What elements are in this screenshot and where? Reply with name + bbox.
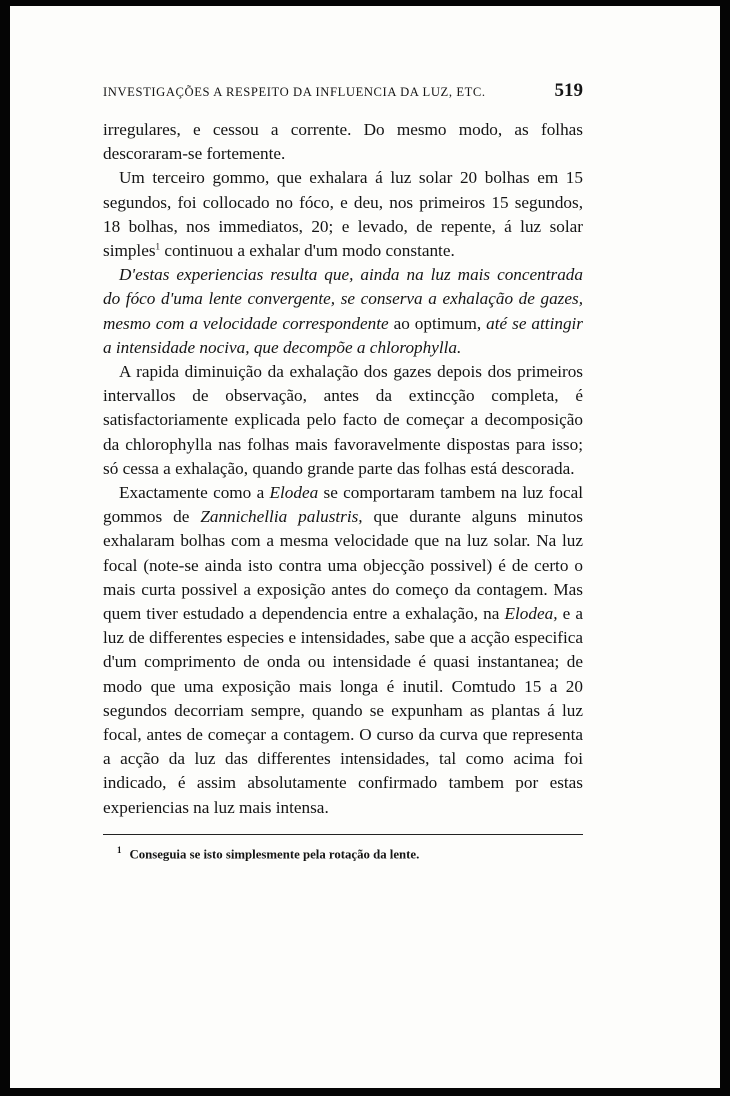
paragraph-2 [103,166,583,263]
paragraph-5-text-a: Exactamente como a [119,483,270,503]
paragraph-5-text-b: se comportaram tambem na luz focal gommos de [103,483,583,527]
paragraph-5-species: Zannichellia palustris, [200,507,363,527]
paragraph-5-elodea: Elodea [269,483,319,503]
paragraph-3-italic-c: até se attingir a intensidade nociva, que decompõe a chlorophylla. [103,313,584,357]
footnote [103,845,583,862]
page-header [103,80,583,102]
paragraph-4 [103,360,583,481]
paragraph-5-text-d: e a luz de differentes especies e intensidades, sabe que a acção especifica d'um comprimento de onda ou intensidade é quasi instantanea; de modo que uma exposição mais longa é inutil. Comtudo 15 a 20 segundos decorriam sempre, quando se expunham as plantas á luz focal, antes de começar a contagem. O curso da curva que representa a acção da luz das differentes intensidades, tal como acima foi indicado, é assim absolutamente confirmado tambem por estas experiencias na luz mais intensa. [103,604,583,817]
paragraph-3-italic-a: D'estas experiencias resulta que, ainda na luz mais concentrada do fóco d'uma lente convergente, se conserva a exhalação de gazes, mesmo com a velocidade correspondente [103,265,583,333]
paragraph-4-text: A rapida diminuição da exhalação dos gazes depois dos primeiros intervallos de observação, antes da extincção completa, é satisfactoriamente explicada pelo facto de começar a decomposição da chlorophylla nas folhas mais favoravelmente dispostas para isso; só cessa a exhalação, quando grande parte das folhas está descorada. [103,362,583,478]
paragraph-3-roman: ao optimum, [393,313,482,333]
page-number: 519 [554,80,583,101]
book-page [103,80,583,862]
paragraph-5-elodea-2: Elodea, [504,604,558,624]
footnote-reference: 1 [155,241,161,252]
footnote-marker: 1 [117,844,122,855]
paragraph-5-text-c: que durante alguns minutos exhalaram bolhas com a mesma velocidade que na luz solar. Na luz focal (note-se ainda isto contra uma objecção possivel) é de certo o mais curta possivel a exposição antes do começo da contagem. Mas quem tiver estudado a dependencia entre a exhalação, na [103,507,583,624]
paragraph-1 [103,118,583,166]
footnote-divider [103,834,583,835]
paragraph-3 [103,263,583,360]
paragraph-2-text-end: continuou a exhalar d'um modo constante. [160,241,455,261]
paragraph-5 [103,481,583,820]
paragraph-1-text: irregulares, e cessou a corrente. Do mesmo modo, as folhas descoraram-se fortemente. [103,120,583,164]
paragraph-2-text: Um terceiro gommo, que exhalara á luz solar 20 bolhas em 15 segundos, foi collocado no fóco, e deu, nos primeiros 15 segundos, 18 bolhas, nos immediatos, 20; e levado, de repente, á luz solar simples [103,168,583,261]
running-title: INVESTIGAÇÕES A RESPEITO DA INFLUENCIA DA LUZ, ETC. [103,85,486,99]
footnote-text: Conseguia se isto simplesmente pela rotação da lente. [129,847,420,862]
